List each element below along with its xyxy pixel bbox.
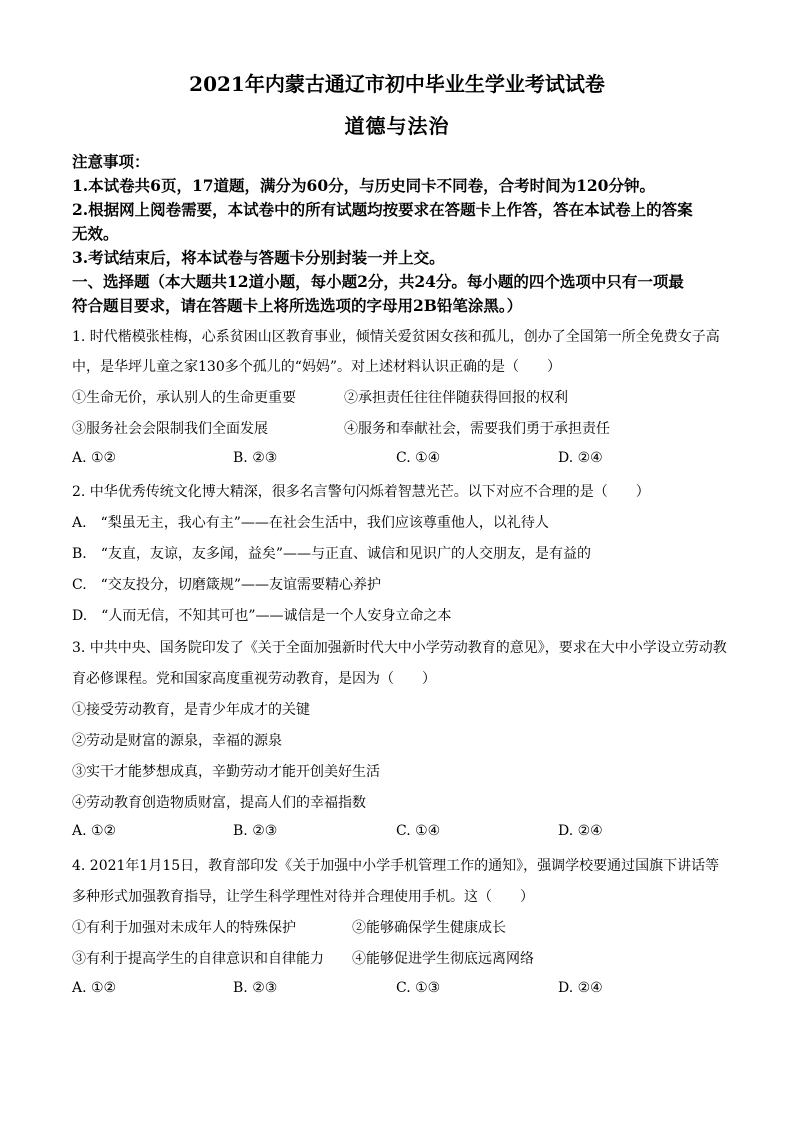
question-2-stem: 2. 中华优秀传统文化博大精深，很多名言警句闪烁着智慧光芒。以下对应不合理的是（ ） (72, 484, 650, 500)
question-1-stem-line-1: 1. 时代楷模张桂梅，心系贫困山区教育事业，倾情关爱贫困女孩和孤儿，创办了全国第一所全免费女子高 (72, 329, 720, 345)
question-1-option-c: C. ①④ (396, 450, 441, 466)
question-3-option-c: C. ①④ (396, 823, 441, 839)
question-1-statement-1: ①生命无价，承认别人的生命更重要 (72, 390, 296, 406)
question-2-option-d: D. “人而无信，不知其可也”——诚信是一个人安身立命之本 (72, 608, 452, 624)
question-4-option-b: B. ②③ (233, 980, 278, 996)
question-1-statement-4: ④服务和奉献社会，需要我们勇于承担责任 (344, 421, 610, 437)
question-4-statement-1: ①有利于加强对未成年人的特殊保护 (72, 920, 296, 936)
section-heading-line-1: 一、选择题（本大题共12道小题，每小题2分，共24分。每小题的四个选项中只有一项最 (72, 272, 684, 291)
question-2-option-c: C. “交友投分，切磨箴规”——友谊需要精心养护 (72, 577, 381, 593)
subject-title: 道德与法治 (344, 114, 450, 138)
question-1-option-a: A. ①② (72, 450, 117, 466)
question-3-statement-3: ③实干才能梦想成真，辛勤劳动才能开创美好生活 (72, 764, 380, 780)
notice-item-2-line-1: 2.根据网上阅卷需要，本试卷中的所有试题均按要求在答题卡上作答，答在本试卷上的答案 (72, 200, 693, 219)
question-1-statement-3: ③服务社会会限制我们全面发展 (72, 421, 268, 437)
question-1-option-d: D. ②④ (558, 450, 603, 466)
notice-item-1: 1.本试卷共6页，17道题，满分为60分，与历史同卡不同卷，合考时间为120分钟。 (72, 176, 655, 195)
notice-item-3: 3.考试结束后，将本试卷与答题卡分别封装一并上交。 (72, 248, 445, 267)
question-3-option-b: B. ②③ (233, 823, 278, 839)
question-4-stem-line-1: 4. 2021年1月15日，教育部印发《关于加强中小学手机管理工作的通知》，强调学校要通过国旗下讲话等 (72, 858, 720, 874)
question-4-option-a: A. ①② (72, 980, 117, 996)
question-1-stem-line-2: 中，是华坪儿童之家130多个孤儿的“妈妈”。对上述材料认识正确的是（ ） (72, 359, 562, 375)
section-heading-line-2: 符合题目要求，请在答题卡上将所选选项的字母用2B铅笔涂黑。） (72, 296, 523, 315)
question-1-statement-2: ②承担责任往往伴随获得回报的权利 (344, 390, 568, 406)
notice-item-2-line-2: 无效。 (72, 224, 119, 243)
question-3-stem-line-1: 3. 中共中央、国务院印发了《关于全面加强新时代大中小学劳动教育的意见》，要求在大中小学设立劳动教 (72, 640, 727, 656)
question-4-option-d: D. ②④ (558, 980, 603, 996)
question-1-option-b: B. ②③ (233, 450, 278, 466)
question-4-stem-line-2: 多种形式加强教育指导，让学生科学理性对待并合理使用手机。这（ ） (72, 889, 534, 905)
question-3-stem-line-2: 育必修课程。党和国家高度重视劳动教育，是因为（ ） (72, 671, 436, 687)
question-2-option-a: A. “梨虽无主，我心有主”——在社会生活中，我们应该尊重他人，以礼待人 (72, 515, 549, 531)
question-3-option-a: A. ①② (72, 823, 117, 839)
question-3-statement-1: ①接受劳动教育，是青少年成才的关键 (72, 702, 310, 718)
question-2-option-b: B. “友直，友谅，友多闻，益矣”——与正直、诚信和见识广的人交朋友，是有益的 (72, 546, 592, 562)
question-4-statement-3: ③有利于提高学生的自律意识和自律能力 (72, 951, 324, 967)
exam-title: 2021年内蒙古通辽市初中毕业生学业考试试卷 (189, 72, 605, 96)
question-4-statement-2: ②能够确保学生健康成长 (352, 920, 506, 936)
question-3-option-d: D. ②④ (558, 823, 603, 839)
question-3-statement-4: ④劳动教育创造物质财富，提高人们的幸福指数 (72, 795, 366, 811)
question-4-statement-4: ④能够促进学生彻底远离网络 (352, 951, 534, 967)
notice-heading: 注意事项： (72, 152, 150, 171)
question-4-option-c: C. ①③ (396, 980, 441, 996)
question-3-statement-2: ②劳动是财富的源泉，幸福的源泉 (72, 733, 282, 749)
